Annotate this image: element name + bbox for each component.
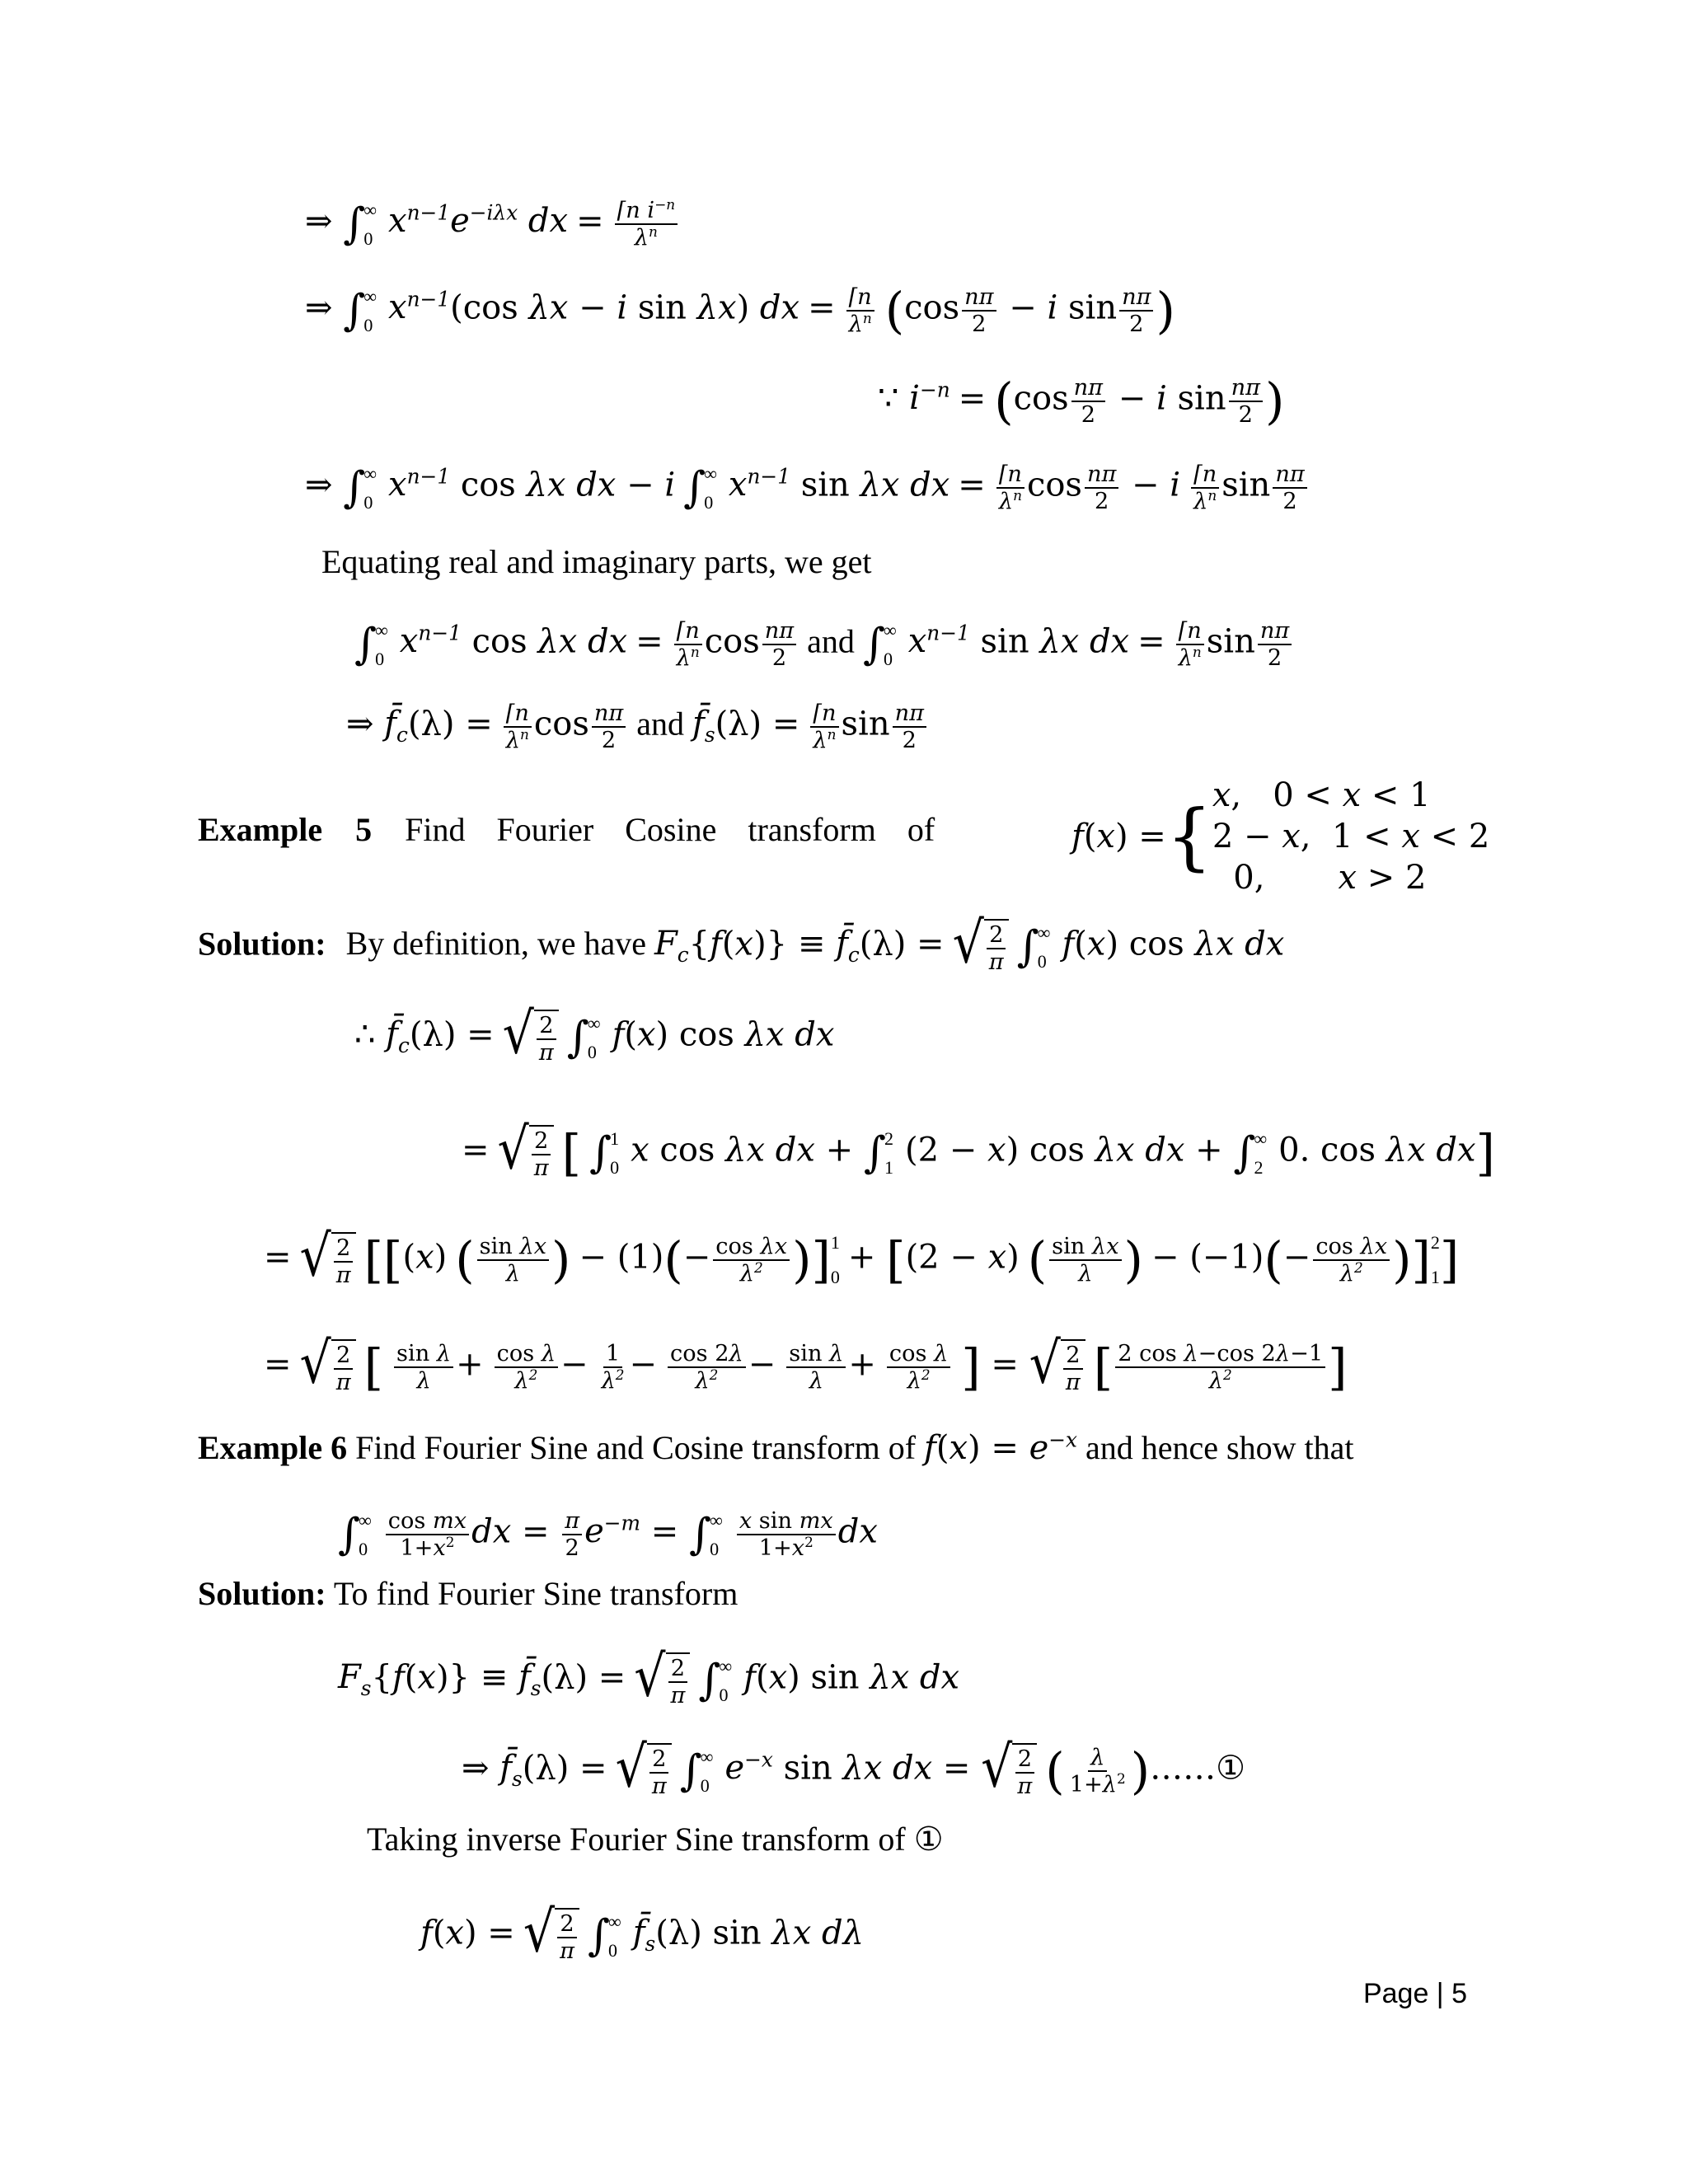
equating-text: Equating real and imaginary parts, we get [321, 543, 872, 580]
solution-5-line: Solution: By definition, we have $F_c\{f(x)\}$ ≡ $f̄_c(\lambda)$ = √ $\frac{2}{\pi}$ ∫ ∞ 0 f(x) cos λx dx [198, 910, 1285, 977]
equation-line-14: f(x) = √ $\frac{2}{\pi}$ ∫ ∞ 0 $f̄_s(\lambda)$ sin λx dλ [420, 1899, 864, 1966]
page-number: Page | 5 [1362, 1978, 1467, 2009]
example-5-number: 5 [355, 811, 373, 848]
equation-line-7: ∴ $f̄_c(\lambda)$ = √ $\frac{2}{\pi}$ ∫ ∞ 0 f(x) cos λx dx [354, 1001, 835, 1067]
example-5-statement-text: Find Fourier Cosine transform of [405, 811, 935, 848]
solution-5-label: Solution: [198, 925, 326, 963]
example-6-statement-tail: and hence show that [1085, 1429, 1354, 1466]
and-word-2: and [636, 705, 685, 743]
equation-line-4: ⇒ ∫ ∞ 0 $x^{n-1}$ cos λx dx − i ∫ ∞ 0 $x^{n-1}$ sin λx dx = $\frac{⌈n}{\lambda^n}$ cos $\frac{n\pi}{2}$ − i $\frac{⌈n}{\lambda^n}$ sin $\frac{n\pi}{2}$ [305, 462, 1310, 515]
equation-line-8: = √ $\frac{2}{\pi}$ [ ∫ 1 0 x cos λx dx + ∫ 2 1 (2 − x) cos λx dx + ∫ ∞ 2 0. cos λx dx] [462, 1116, 1495, 1183]
example-5-statement [198, 812, 935, 848]
equation-line-6: ⇒ $f̄_c(\lambda)$ = $\frac{⌈n}{\lambda^n}$ cos $\frac{n\pi}{2}$ and $f̄_s(\lambda)$ = $\frac{⌈n}{\lambda^n}$ sin $\frac{n\pi}{2}$ [346, 701, 929, 754]
solution-5-text: By definition, we have [345, 925, 646, 963]
example-6-statement-text: Find Fourier Sine and Cosine transform of [355, 1429, 917, 1466]
example-6-label: Example 6 [198, 1429, 348, 1466]
equation-line-13: ⇒ $f̄_s(\lambda)$ = √ $\frac{2}{\pi}$ ∫ ∞ 0 $e^{-x}$ sin λx dx = √ $\frac{2}{\pi}$ ( $\frac{\lambda}{1+\lambda^2}$ )……① [462, 1734, 1246, 1801]
equation-line-12: $F_s\{f(x)\}$ ≡ $f̄_s(\lambda)$ = √ $\frac{2}{\pi}$ ∫ ∞ 0 f(x) sin λx dx [338, 1643, 960, 1710]
inverse-text: Taking inverse Fourier Sine transform of ① [367, 1821, 944, 1858]
equation-line-10: = √ $\frac{2}{\pi}$ [ $\frac{\text{sin λ}}{\lambda}$ + $\frac{\text{cos λ}}{\lambda^2}$ − $\frac{1}{\lambda^2}$ − $\frac{\cos 2\lambda}{\lambda^2}$ − $\frac{\text{sin λ}}{\lambda}$ + $\frac{\text{cos λ}}{\lambda^2}$ ] = √ $\frac{2}{\pi}$ [ $\frac{\text{2 cos λ−cos 2λ−1}}{\lambda^2}$ ] [264, 1330, 1348, 1397]
equation-line-11: ∫ ∞ 0 $\frac{\text{cos mx}}{1+x^2}$ dx = $\frac{\pi}{2}$ $e^{-m}$ = ∫ ∞ 0 $\frac{\text{x sin mx}}{1+x^2}$ dx [338, 1508, 878, 1562]
equation-line-5: ∫ ∞ 0 $x^{n-1}$ cos λx dx = $\frac{⌈n}{\lambda^n}$ cos $\frac{n\pi}{2}$ and ∫ ∞ 0 $x^{n-1}$ sin λx dx = $\frac{⌈n}{\lambda^n}$ sin $\frac{n\pi}{2}$ [354, 618, 1294, 672]
example-6-statement: Example 6 Find Fourier Sine and Cosine transform of $f(x) = e^{-x}$ and hence show that [198, 1427, 1354, 1467]
solution-6-label: Solution: [198, 1575, 326, 1612]
equation-line-2: ⇒ ∫ ∞ 0 $x^{n-1}(\cos$ λx − i sin λx) dx = $\frac{⌈n}{\lambda^n}$ (cos $\frac{n\pi}{2}$ − i sin $\frac{n\pi}{2}$ ) [305, 282, 1175, 340]
solution-6-text: To find Fourier Sine transform [333, 1575, 738, 1612]
example-5-label: Example [198, 811, 323, 848]
piecewise-function: f(x) ={ x, 0 < x < 1 2 − x, 1 < x < 2 0, x > 2 [1071, 776, 1490, 897]
solution-6-line [198, 1576, 738, 1612]
equation-line-1: ⇒ ∫ ∞ 0 $x^{n-1}e^{-i\lambda x}$ dx = $\frac{⌈n i^{-n}}{\lambda^n}$ [305, 198, 680, 251]
equation-line-3: ∵ $i^{-n} = (\cos$ $\frac{n\pi}{2}$ − i sin $\frac{n\pi}{2}$ ) [878, 373, 1285, 431]
equation-line-9: = √ $\frac{2}{\pi}$ [[(x) ( $\frac{\text{sin λx}}{\lambda}$ ) − (1)(− $\frac{\text{cos λx}}{\lambda^2}$ )] 1 0 + [(2 − x) ( $\frac{\text{sin λx}}{\lambda}$ ) − (−1)(− $\frac{\text{cos λx}}{\lambda^2}$ )] 2 1 ] [264, 1223, 1460, 1290]
and-word: and [807, 622, 855, 660]
